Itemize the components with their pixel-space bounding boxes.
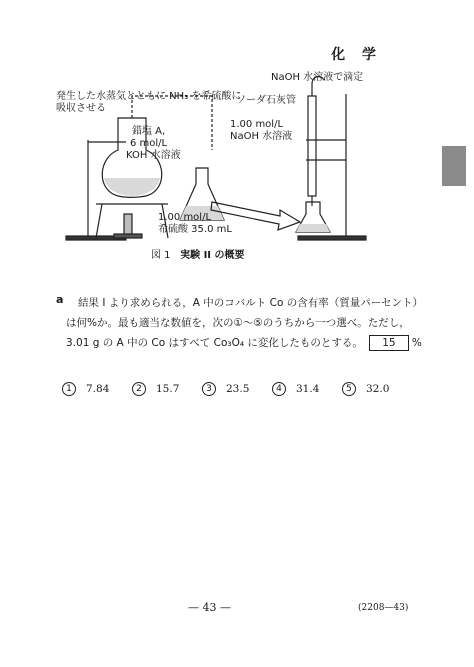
figure-label-salt: 錯塩 A,	[132, 126, 166, 137]
page-code: (2208—43)	[358, 603, 409, 613]
page-number: — 43 —	[188, 601, 231, 614]
figure-caption-number: 図 1	[151, 250, 171, 261]
choice-number-circle: 4	[272, 382, 286, 396]
figure-label-naoh-1: 1.00 mol/L	[230, 119, 284, 130]
burner-base	[114, 234, 142, 238]
figure-caption-text: 実験 II の概要	[180, 250, 245, 261]
choice-item[interactable]	[342, 382, 412, 396]
figure-label-koh-1: 6 mol/L	[130, 138, 168, 149]
choice-item[interactable]	[202, 382, 272, 396]
question-label: a	[56, 293, 64, 306]
choice-list	[62, 382, 412, 396]
choice-number-circle: 5	[342, 382, 356, 396]
choice-item[interactable]	[132, 382, 202, 396]
choice-number-circle: 1	[62, 382, 76, 396]
figure-label-acid-2: 希硫酸 35.0 mL	[158, 224, 232, 235]
answer-number-box: 15	[369, 335, 409, 351]
page-subject-heading: 化 学	[331, 47, 382, 63]
titration-flask-liquid	[296, 224, 330, 232]
choice-value: 7.84	[86, 383, 110, 395]
choice-value: 32.0	[366, 383, 390, 395]
choice-value: 15.7	[156, 383, 180, 395]
choice-value: 23.5	[226, 383, 250, 395]
burner	[124, 214, 132, 236]
figure-caption	[151, 246, 245, 261]
figure-label-steam-2: 吸収させる	[56, 103, 106, 114]
answer-unit: %	[411, 337, 422, 349]
question-line-3-text: 3.01 g の A 中の Co はすべて Co₃O₄ に変化したものとする。	[66, 337, 363, 349]
question-line-3	[66, 333, 422, 353]
figure-label-steam: 発生した水蒸気とともに NH₃ を希硫酸に	[56, 91, 242, 102]
figure-label-koh-2: KOH 水溶液	[126, 150, 181, 161]
choice-value: 31.4	[296, 383, 320, 395]
choice-item[interactable]	[272, 382, 342, 396]
figure-label-titration: NaOH 水溶液で滴定	[271, 72, 364, 83]
question-line-1: 結果 I より求められる，A 中のコバルト Co の含有率（質量パーセント）	[78, 297, 424, 309]
burette	[308, 96, 316, 196]
tripod-leg	[96, 204, 102, 238]
choice-number-circle: 2	[132, 382, 146, 396]
choice-item[interactable]	[62, 382, 132, 396]
figure-label-acid-1: 1.00 mol/L	[158, 212, 212, 223]
figure-label-soda-lime: ソーダ石灰管	[236, 95, 296, 106]
right-stand-base	[298, 236, 366, 240]
choice-number-circle: 3	[202, 382, 216, 396]
figure-label-naoh-2: NaOH 水溶液	[230, 131, 293, 142]
question-line-2: は何%か。最も適当な数値を，次の①～⑤のうちから一つ選べ。ただし，	[66, 317, 410, 329]
